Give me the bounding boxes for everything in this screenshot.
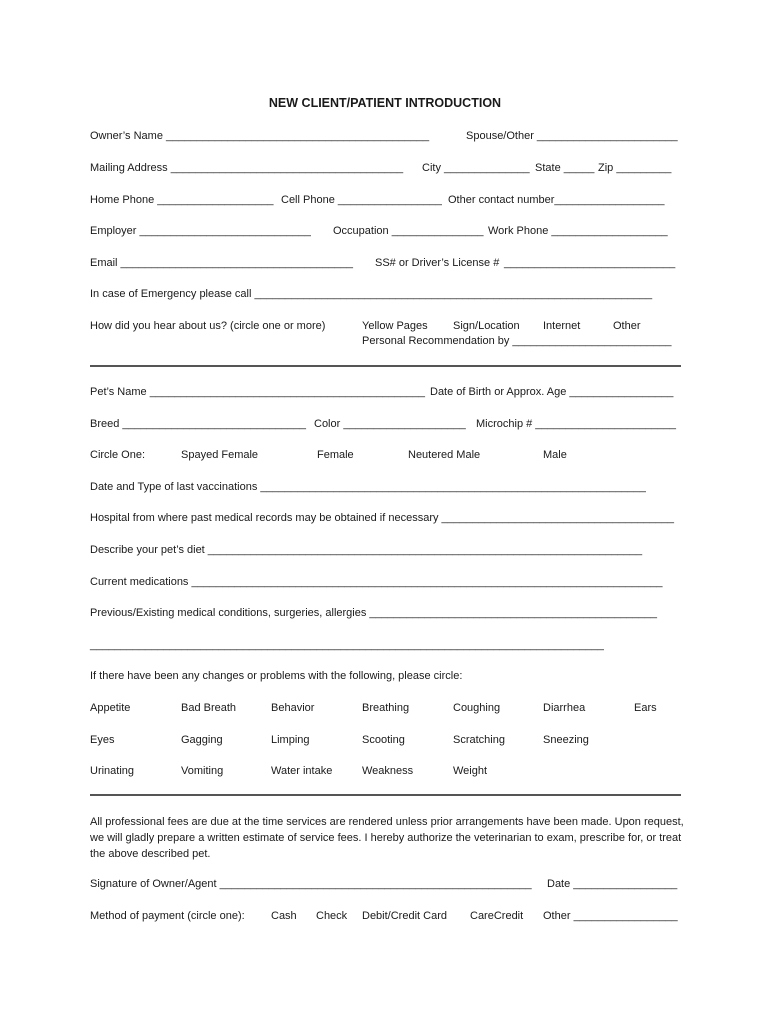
occupation-field[interactable]: Occupation _______________ (333, 225, 484, 237)
hear-option-other[interactable]: Other (613, 320, 641, 332)
symptom-scratching[interactable]: Scratching (453, 734, 505, 746)
spouse-field[interactable]: Spouse/Other _______________________ (466, 130, 678, 142)
payment-option-check[interactable]: Check (316, 910, 348, 922)
date-of-birth-field[interactable]: Date of Birth or Approx. Age _________________ (430, 386, 674, 398)
signature-field[interactable]: Signature of Owner/Agent ___________________________________________________ (90, 878, 532, 890)
hospital-records-field[interactable]: Hospital from where past medical records may be obtained if necessary ______________________________________ (90, 512, 675, 524)
state-field[interactable]: State _____ (535, 162, 595, 174)
pets-name-field[interactable]: Pet’s Name _____________________________________________ (90, 386, 426, 398)
circle-one-label: Circle One: (90, 449, 146, 461)
ss-license-field[interactable]: ____________________________ (504, 257, 676, 269)
diet-field[interactable]: Describe your pet’s diet _______________________________________________________________________ (90, 544, 643, 556)
medical-conditions-extra-line[interactable]: ____________________________________________________________________________________ (90, 639, 604, 651)
employer-field[interactable]: Employer ____________________________ (90, 225, 311, 237)
payment-option-debit-credit[interactable]: Debit/Credit Card (362, 910, 447, 922)
vaccinations-field[interactable]: Date and Type of last vaccinations _______________________________________________________________ (90, 481, 646, 493)
medications-field[interactable]: Current medications _____________________________________________________________________________ (90, 576, 663, 588)
hear-option-yellow-pages[interactable]: Yellow Pages (362, 320, 428, 332)
fees-statement: All professional fees are due at the time services are rendered unless prior arrangements have been made. Upon request, we will gladly prepare a written estimate of service fees. I hereby authorize the veterinarian to exam, prescribe for, or treat the above described pet. (90, 816, 684, 860)
medical-conditions-field[interactable]: Previous/Existing medical conditions, surgeries, allergies _______________________________________________ (90, 607, 657, 619)
form-title: NEW CLIENT/PATIENT INTRODUCTION (268, 96, 502, 110)
payment-option-carecredit[interactable]: CareCredit (470, 910, 524, 922)
sex-option-female[interactable]: Female (317, 449, 354, 461)
sex-option-spayed-female[interactable]: Spayed Female (181, 449, 259, 461)
symptom-gagging[interactable]: Gagging (181, 734, 223, 746)
symptom-weight[interactable]: Weight (453, 765, 488, 777)
payment-method-label: Method of payment (circle one): (90, 910, 245, 922)
symptom-scooting[interactable]: Scooting (362, 734, 405, 746)
symptom-coughing[interactable]: Coughing (453, 702, 501, 714)
symptom-urinating[interactable]: Urinating (90, 765, 135, 777)
changes-prompt: If there have been any changes or problems with the following, please circle: (90, 670, 463, 682)
symptom-bad-breath[interactable]: Bad Breath (181, 702, 237, 714)
symptom-appetite[interactable]: Appetite (90, 702, 131, 714)
email-field[interactable]: Email ______________________________________ (90, 257, 354, 269)
emergency-contact-field[interactable]: In case of Emergency please call _________________________________________________________________ (90, 288, 653, 300)
color-field[interactable]: Color ____________________ (314, 418, 466, 430)
payment-option-other[interactable]: Other _________________ (543, 910, 678, 922)
city-field[interactable]: City ______________ (422, 162, 530, 174)
symptom-behavior[interactable]: Behavior (271, 702, 315, 714)
cell-phone-field[interactable]: Cell Phone _________________ (281, 194, 442, 206)
breed-field[interactable]: Breed ______________________________ (90, 418, 306, 430)
section-divider-footer (90, 794, 681, 796)
symptom-ears[interactable]: Ears (634, 702, 657, 714)
hear-about-label: How did you hear about us? (circle one or more) (90, 320, 326, 332)
symptom-weakness[interactable]: Weakness (362, 765, 414, 777)
section-divider (90, 365, 681, 367)
sex-option-neutered-male[interactable]: Neutered Male (408, 449, 481, 461)
microchip-field[interactable]: Microchip # _______________________ (476, 418, 677, 430)
symptom-diarrhea[interactable]: Diarrhea (543, 702, 586, 714)
other-contact-field[interactable]: Other contact number__________________ (448, 194, 665, 206)
mailing-address-field[interactable]: Mailing Address ______________________________________ (90, 162, 404, 174)
sex-option-male[interactable]: Male (543, 449, 567, 461)
symptom-limping[interactable]: Limping (271, 734, 310, 746)
signature-date-field[interactable]: Date _________________ (547, 878, 678, 890)
symptom-water-intake[interactable]: Water intake (271, 765, 333, 777)
symptom-sneezing[interactable]: Sneezing (543, 734, 589, 746)
hear-option-internet[interactable]: Internet (543, 320, 581, 332)
symptom-breathing[interactable]: Breathing (362, 702, 410, 714)
work-phone-field[interactable]: Work Phone ___________________ (488, 225, 668, 237)
payment-option-cash[interactable]: Cash (271, 910, 297, 922)
symptom-vomiting[interactable]: Vomiting (181, 765, 224, 777)
symptom-eyes[interactable]: Eyes (90, 734, 115, 746)
home-phone-field[interactable]: Home Phone ___________________ (90, 194, 274, 206)
personal-recommendation-field[interactable]: Personal Recommendation by __________________________ (362, 335, 672, 347)
ss-license-label: SS# or Driver’s License # (375, 257, 500, 269)
owners-name-field[interactable]: Owner’s Name ___________________________________________ (90, 130, 430, 142)
zip-field[interactable]: Zip _________ (598, 162, 672, 174)
hear-option-sign-location[interactable]: Sign/Location (453, 320, 520, 332)
